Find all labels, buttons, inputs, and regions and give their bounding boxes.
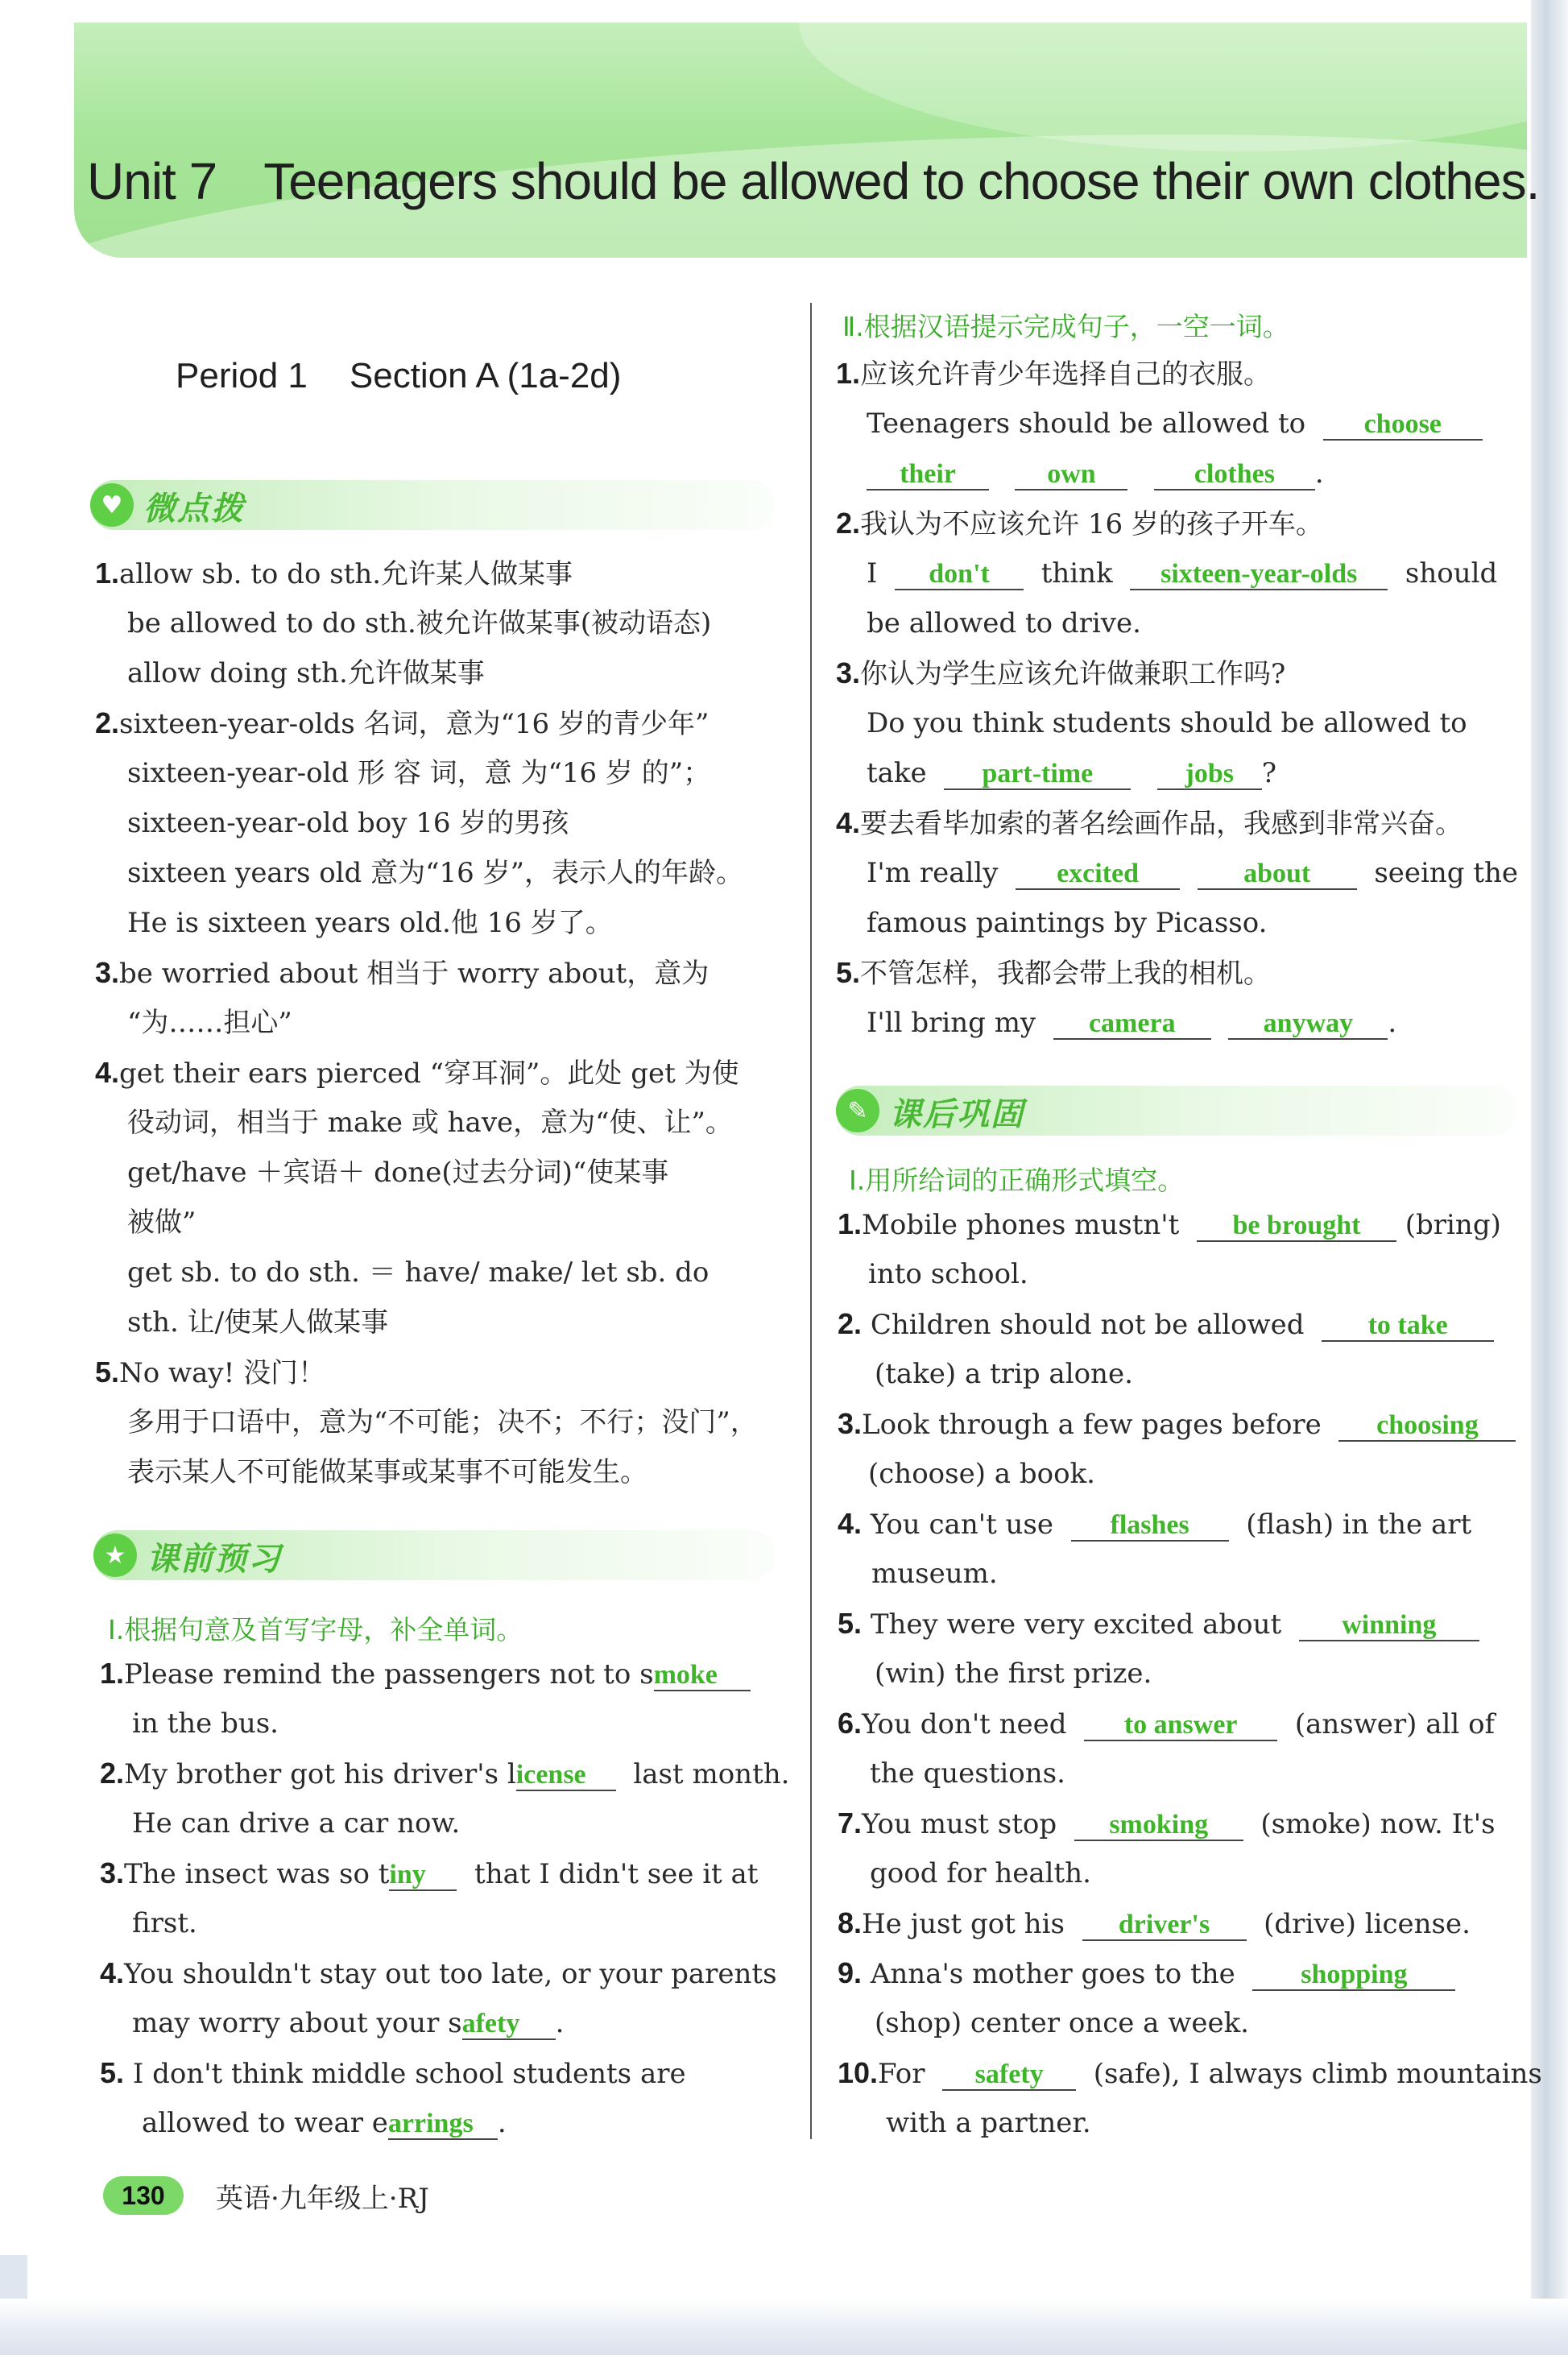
preview-section-bar (93, 1530, 775, 1580)
preview-question-line: allowed to wear earrings . (142, 2107, 507, 2139)
review-question: 4. You can't use flashes (flash) in the art (838, 1507, 1472, 1541)
review-question: 10.For safety (safe), I always climb mountains (838, 2056, 1542, 2090)
answer-blank[interactable]: driver's (1082, 1910, 1247, 1941)
answer-blank[interactable]: to take (1322, 1311, 1494, 1342)
part2-question-line: Teenagers should be allowed to choose (867, 408, 1483, 441)
review-question-line: good for health. (870, 1857, 1091, 1889)
tip-line: sixteen-year-old 形 容 词，意 为“16 岁 的”； (127, 757, 711, 789)
answer-blank[interactable]: anyway (1228, 1009, 1388, 1040)
part2-question-line: Do you think students should be allowed to (867, 707, 1467, 739)
preview-question: 4.You shouldn't stay out too late, or your parents (100, 1956, 777, 1990)
answer-blank[interactable]: shopping (1252, 1960, 1455, 1991)
answer-blank[interactable]: camera (1053, 1009, 1211, 1040)
answer-blank[interactable]: flashes (1071, 1511, 1229, 1542)
part2-question: 4.要去看毕加索的著名绘画作品，我感到非常兴奋。 (836, 806, 1463, 840)
unit-number: Unit 7 (87, 152, 217, 210)
review-question: 1.Mobile phones mustn't be brought (bring) (838, 1207, 1501, 1241)
part2-heading: Ⅱ.根据汉语提示完成句子，一空一词。 (842, 311, 1289, 342)
review-question-line: the questions. (870, 1757, 1065, 1790)
pencil-icon: ✎ (836, 1089, 879, 1132)
answer-blank[interactable]: clothes (1154, 460, 1315, 490)
review-question: 8.He just got his driver's (drive) license. (838, 1906, 1471, 1940)
tip-line: 表示某人不可能做某事或某事不可能发生。 (127, 1456, 647, 1488)
answer-blank[interactable]: smoking (1074, 1811, 1243, 1841)
answer-blank[interactable]: to answer (1084, 1711, 1277, 1741)
part2-question-line: be allowed to drive. (867, 607, 1141, 639)
heart-icon: ♥ (90, 483, 134, 527)
part2-question-line: take part-time jobs ? (867, 757, 1276, 789)
page-edge (1531, 0, 1568, 2355)
review-question-line: museum. (871, 1558, 998, 1590)
tip-line: 2.sixteen-year-olds 名词，意为“16 岁的青少年” (95, 706, 710, 740)
tip-line: allow doing sth.允许做某事 (127, 657, 485, 689)
review-question-line: (choose) a book. (868, 1458, 1095, 1490)
answer-blank[interactable]: be brought (1197, 1211, 1396, 1242)
answer-blank[interactable]: icense (516, 1761, 616, 1791)
unit-banner (74, 23, 1527, 258)
part2-question: 1.应该允许青少年选择自己的衣服。 (836, 357, 1272, 391)
preview-title: 课前预习 (147, 1541, 282, 1578)
tip-line: 5.No way! 没门！ (95, 1355, 326, 1389)
tip-line: 被做” (127, 1206, 197, 1239)
answer-blank[interactable]: their (867, 460, 989, 490)
review-question: 3.Look through a few pages before choosing (838, 1408, 1516, 1442)
review-question: 2. Children should not be allowed to take (838, 1308, 1494, 1342)
part2-question: 5.不管怎样，我都会带上我的相机。 (836, 956, 1272, 990)
part2-question-line: I don't think sixteen-year-olds should (867, 557, 1498, 590)
review-question-line: (shop) center once a week. (875, 2007, 1249, 2039)
tip-line: sixteen years old 意为“16 岁”，表示人的年龄。 (127, 857, 743, 889)
period-label: Period 1 (176, 356, 308, 395)
tip-line: 役动词，相当于 make 或 have，意为“使、让”。 (127, 1107, 733, 1139)
answer-blank[interactable]: about (1198, 859, 1357, 890)
tip-line: He is sixteen years old.他 16 岁了。 (127, 907, 613, 939)
review-question-line: into school. (868, 1258, 1028, 1290)
tips-section-bar (90, 480, 775, 530)
answer-blank[interactable]: choose (1323, 410, 1483, 441)
preview-question: 3.The insect was so tiny that I didn't see it at (100, 1856, 759, 1890)
tip-line: be allowed to do sth.被允许做某事(被动语态) (127, 607, 712, 639)
answer-blank[interactable]: part-time (944, 759, 1131, 790)
preview-question-line: may worry about your safety . (132, 2007, 565, 2039)
book-info: 英语·九年级上·RJ (216, 2183, 429, 2215)
review-question-line: with a partner. (886, 2107, 1091, 2139)
tip-line: 1.allow sb. to do sth.允许某人做某事 (95, 557, 573, 590)
tip-line: 多用于口语中，意为“不可能；决不；不行；没门”， (127, 1406, 758, 1438)
review-question-line: (take) a trip alone. (875, 1358, 1133, 1390)
answer-blank[interactable]: arrings (388, 2109, 498, 2140)
star-icon: ★ (93, 1533, 137, 1577)
answer-blank[interactable]: excited (1016, 859, 1180, 890)
answer-blank[interactable]: own (1015, 460, 1127, 490)
preview-question: 5. I don't think middle school students are (100, 2056, 686, 2090)
section-label: Section A (1a-2d) (349, 356, 622, 395)
tip-line: sth. 让/使某人做某事 (127, 1306, 389, 1339)
answer-blank[interactable]: jobs (1157, 759, 1262, 790)
review-question: 5. They were very excited about winning (838, 1608, 1479, 1641)
page-edge (0, 2299, 1568, 2355)
unit-title-text: Teenagers should be allowed to choose their own clothes. (263, 152, 1540, 210)
answer-blank[interactable]: afety (462, 2009, 556, 2040)
part2-question-line: I'll bring my camera anyway . (867, 1007, 1397, 1039)
answer-blank[interactable]: safety (942, 2060, 1076, 2091)
unit-title (87, 151, 1539, 211)
column-divider (810, 303, 812, 2139)
preview-question: 1.Please remind the passengers not to smoke (100, 1658, 751, 1691)
tip-line: get sb. to do sth. ＝ have/ make/ let sb. do (127, 1256, 710, 1289)
tip-line: 3.be worried about 相当于 worry about，意为 (95, 956, 710, 990)
review-title: 课后巩固 (889, 1096, 1024, 1133)
preview-question-line: first. (132, 1907, 197, 1939)
part2-question: 2.我认为不应该允许 16 岁的孩子开车。 (836, 507, 1323, 540)
part2-question: 3.你认为学生应该允许做兼职工作吗? (836, 656, 1286, 690)
answer-blank[interactable]: moke (654, 1661, 751, 1691)
part2-question-line: famous paintings by Picasso. (867, 907, 1268, 939)
tip-line: “为……担心” (127, 1007, 292, 1039)
review-question: 9. Anna's mother goes to the shopping (838, 1957, 1455, 1991)
preview-heading: Ⅰ.根据句意及首写字母，补全单词。 (108, 1614, 523, 1645)
answer-blank[interactable]: iny (389, 1860, 457, 1891)
preview-question-line: in the bus. (132, 1707, 279, 1740)
banner-decoration (799, 23, 1527, 151)
answer-blank[interactable]: sixteen-year-olds (1130, 560, 1388, 590)
review-question: 7.You must stop smoking (smoke) now. It's (838, 1807, 1496, 1840)
period-heading (176, 356, 621, 396)
review-section-bar (836, 1086, 1517, 1136)
review-question: 6.You don't need to answer (answer) all of (838, 1707, 1496, 1740)
answer-blank[interactable]: don't (895, 560, 1024, 590)
tips-title: 微点拨 (143, 490, 245, 528)
part2-question-line: I'm really excited about seeing the (867, 857, 1519, 889)
page-number: 130 (103, 2176, 184, 2215)
preview-question: 2.My brother got his driver's license last month. (100, 1757, 790, 1790)
preview-question-line: He can drive a car now. (132, 1807, 461, 1840)
review-question-line: (win) the first prize. (875, 1658, 1152, 1690)
tip-line: sixteen-year-old boy 16 岁的男孩 (127, 807, 569, 839)
part2-question-line: their own clothes . (867, 457, 1324, 490)
tip-line: get/have ＋宾语＋ done(过去分词)“使某事 (127, 1157, 669, 1189)
review-heading: Ⅰ.用所给词的正确形式填空。 (849, 1165, 1185, 1196)
answer-blank[interactable]: winning (1299, 1611, 1479, 1641)
tip-line: 4.get their ears pierced “穿耳洞”。此处 get 为使 (95, 1056, 739, 1090)
answer-blank[interactable]: choosing (1338, 1411, 1516, 1442)
